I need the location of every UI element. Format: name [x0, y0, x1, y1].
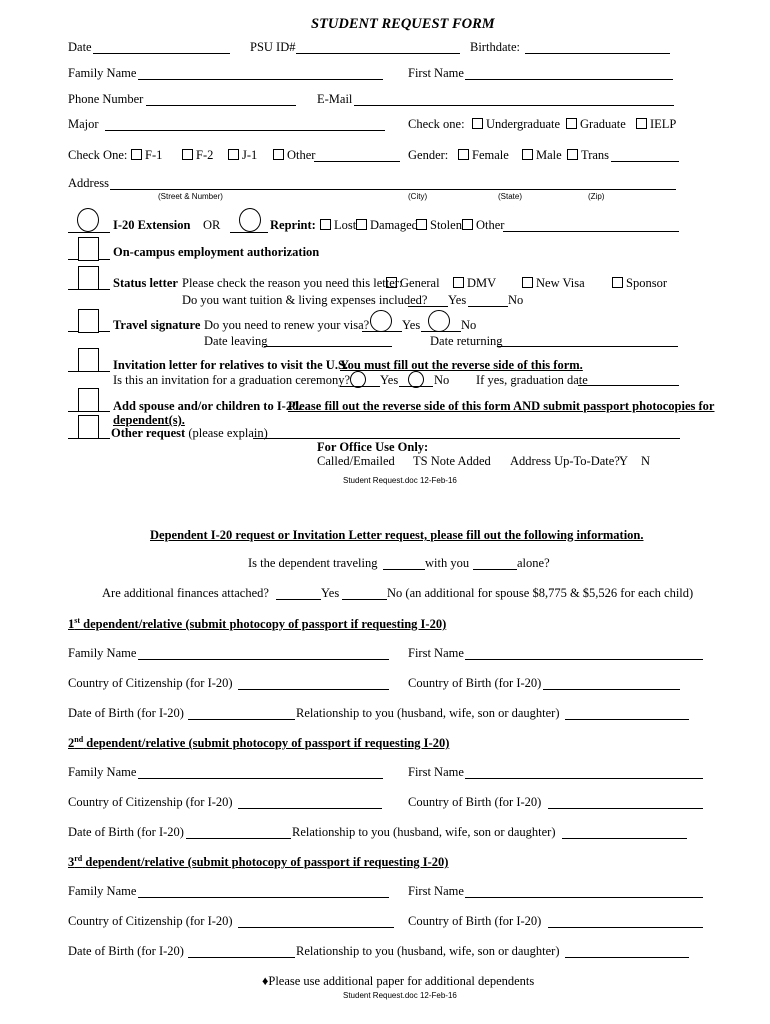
dep2-first-field[interactable] [465, 778, 703, 779]
other-request-label: Other request [111, 426, 186, 440]
option-lost[interactable]: Lost [320, 218, 356, 233]
dep2-relationship-label: Relationship to you (husband, wife, son or daughter) [292, 825, 556, 839]
finances-no-label: No (an additional for spouse $8,775 & $5,526 for each child) [387, 586, 694, 600]
dep3-first-label: First Name [408, 884, 464, 898]
finances-yes-label: Yes [321, 586, 340, 600]
add-spouse-box[interactable] [78, 388, 99, 412]
option-stolen[interactable]: Stolen [416, 218, 462, 233]
option-visa-other[interactable]: Other [273, 148, 315, 163]
checkbox-icon [273, 149, 284, 160]
add-spouse-label: Add spouse and/or children to I-20. [113, 399, 302, 413]
option-sponsor[interactable]: Sponsor [612, 276, 667, 291]
checkbox-icon [458, 149, 469, 160]
with-you-label: with you [425, 556, 470, 570]
tuition-question: Do you want tuition & living expenses included? [182, 293, 428, 307]
graduation-question: Is this an invitation for a graduation ceremony? [113, 373, 351, 387]
office-address-question: Address Up-To-Date? [510, 454, 620, 468]
checkbox-icon [636, 118, 647, 129]
dep1-family-label: Family Name [68, 646, 137, 660]
dep1-birth-country-field[interactable] [543, 689, 680, 690]
dep2-citizenship-field[interactable] [238, 808, 382, 809]
office-n: N [641, 454, 651, 468]
dep3-family-field[interactable] [138, 897, 389, 898]
dep1-birth-country-label: Country of Birth (for I-20) [408, 676, 542, 690]
office-title: For Office Use Only: [317, 440, 429, 454]
checkbox-icon [182, 149, 193, 160]
reprint-blank[interactable] [230, 232, 268, 233]
dep2-birth-country-field[interactable] [548, 808, 703, 809]
status-letter-label: Status letter [113, 276, 178, 290]
first-name-field[interactable] [465, 79, 673, 80]
renew-visa-question: Do you need to renew your visa? [204, 318, 370, 332]
tuition-yes-blank[interactable] [408, 306, 448, 307]
add-spouse-note-cont: dependent(s). [113, 413, 185, 427]
other-request-box[interactable] [78, 415, 99, 439]
checkbox-icon [228, 149, 239, 160]
renew-no-label: No [461, 318, 477, 332]
checkbox-icon [320, 219, 331, 230]
tuition-no-blank[interactable] [468, 306, 508, 307]
dependent-3-heading: 3rd dependent/relative (submit photocopy of passport if requesting I-20) [68, 854, 449, 870]
dep3-birth-country-label: Country of Birth (for I-20) [408, 914, 542, 928]
status-prompt: Please check the reason you need this letter: [182, 276, 403, 290]
option-j1[interactable]: J-1 [228, 148, 257, 163]
other-request-label-wrap [111, 426, 268, 441]
option-undergraduate[interactable]: Undergraduate [472, 117, 560, 132]
office-called: Called/Emailed [317, 454, 395, 468]
dep1-family-field[interactable] [138, 659, 389, 660]
checkbox-icon [356, 219, 367, 230]
phone-label: Phone Number [68, 92, 144, 106]
option-dmv[interactable]: DMV [453, 276, 496, 291]
graduation-no-label: No [434, 373, 450, 387]
checkbox-icon [472, 118, 483, 129]
traveling-question: Is the dependent traveling [248, 556, 378, 570]
address-street-caption: (Street & Number) [158, 192, 223, 201]
checkbox-icon [567, 149, 578, 160]
option-female[interactable]: Female [458, 148, 509, 163]
address-zip-caption: (Zip) [588, 192, 605, 201]
dep3-dob-field[interactable] [188, 957, 295, 958]
option-f2[interactable]: F-2 [182, 148, 213, 163]
dependent-heading: Dependent I-20 request or Invitation Letter request, please fill out the following information. [150, 528, 644, 542]
with-you-blank[interactable] [383, 569, 425, 570]
dep3-family-label: Family Name [68, 884, 137, 898]
oncampus-box[interactable] [78, 237, 99, 261]
option-new-visa[interactable]: New Visa [522, 276, 585, 291]
dep2-family-label: Family Name [68, 765, 137, 779]
dep2-birth-country-label: Country of Birth (for I-20) [408, 795, 542, 809]
dep1-citizenship-field[interactable] [238, 689, 389, 690]
checkbox-icon [612, 277, 623, 288]
date-returning-label: Date returning [430, 334, 503, 348]
office-ts-note: TS Note Added [413, 454, 491, 468]
finances-no-blank[interactable] [342, 599, 387, 600]
renew-yes-circle[interactable] [370, 310, 392, 332]
add-spouse-note: Please fill out the reverse side of this form AND submit passport photocopies for [288, 399, 715, 413]
travel-signature-label: Travel signature [113, 318, 201, 332]
dep2-first-label: First Name [408, 765, 464, 779]
date-returning-field[interactable] [497, 346, 678, 347]
option-f1[interactable]: F-1 [131, 148, 162, 163]
other-request-explain: (please explain) [188, 426, 268, 440]
footer-bottom: Student Request.doc 12-Feb-16 [343, 991, 457, 1000]
date-label: Date [68, 40, 92, 54]
major-label: Major [68, 117, 99, 131]
checkbox-icon [522, 277, 533, 288]
first-name-label: First Name [408, 66, 464, 80]
additional-dependents-note: ♦Please use additional paper for additional dependents [262, 974, 535, 988]
footer-top: Student Request.doc 12-Feb-16 [343, 476, 457, 485]
invitation-label: Invitation letter for relatives to visit the U.S. [113, 358, 349, 372]
dep2-relationship-field[interactable] [562, 838, 687, 839]
address-label: Address [68, 176, 109, 190]
dep3-birth-country-field[interactable] [548, 927, 703, 928]
invitation-note: You must fill out the reverse side of this form. [340, 358, 583, 372]
reprint-label: Reprint: [270, 218, 316, 232]
checkbox-icon [131, 149, 142, 160]
option-ielp[interactable]: IELP [636, 117, 676, 132]
renew-yes-label: Yes [402, 318, 421, 332]
tuition-no-label: No [508, 293, 524, 307]
checkbox-icon [462, 219, 473, 230]
checkbox-icon [453, 277, 464, 288]
dep2-citizenship-label: Country of Citizenship (for I-20) [68, 795, 233, 809]
checkbox-icon [416, 219, 427, 230]
email-label: E-Mail [317, 92, 353, 106]
dep1-relationship-label: Relationship to you (husband, wife, son or daughter) [296, 706, 560, 720]
graduation-yes-label: Yes [380, 373, 399, 387]
date-field[interactable] [93, 53, 230, 54]
date-leaving-label: Date leaving [204, 334, 268, 348]
email-field[interactable] [354, 105, 674, 106]
family-name-field[interactable] [138, 79, 383, 80]
major-field[interactable] [105, 130, 385, 131]
dep2-dob-field[interactable] [186, 838, 291, 839]
status-letter-box[interactable] [78, 266, 99, 290]
option-general[interactable]: General [386, 276, 440, 291]
trans-field[interactable] [611, 161, 679, 162]
graduation-date-field[interactable] [578, 385, 679, 386]
graduation-yes-circle[interactable] [350, 371, 366, 388]
dep2-dob-label: Date of Birth (for I-20) [68, 825, 184, 839]
dep1-first-label: First Name [408, 646, 464, 660]
renew-no-circle[interactable] [428, 310, 450, 332]
i20-extension-circle[interactable] [77, 208, 99, 232]
checkbox-icon [566, 118, 577, 129]
alone-label: alone? [517, 556, 550, 570]
finances-question: Are additional finances attached? [102, 586, 269, 600]
visa-other-field[interactable] [314, 161, 400, 162]
dep1-citizenship-label: Country of Citizenship (for I-20) [68, 676, 233, 690]
dependent-2-heading: 2nd dependent/relative (submit photocopy of passport if requesting I-20) [68, 735, 450, 751]
psu-id-label: PSU ID# [250, 40, 296, 54]
checkbox-icon [386, 277, 397, 288]
dep3-relationship-label: Relationship to you (husband, wife, son or daughter) [296, 944, 560, 958]
office-y: Y [619, 454, 629, 468]
tuition-yes-label: Yes [448, 293, 467, 307]
graduation-date-label: If yes, graduation date [476, 373, 588, 387]
oncampus-label: On-campus employment authorization [113, 245, 320, 259]
form-title: STUDENT REQUEST FORM [311, 16, 495, 32]
dep3-citizenship-label: Country of Citizenship (for I-20) [68, 914, 233, 928]
option-graduate[interactable]: Graduate [566, 117, 626, 132]
option-damaged[interactable]: Damaged [356, 218, 418, 233]
dep3-dob-label: Date of Birth (for I-20) [68, 944, 184, 958]
dep3-relationship-field[interactable] [565, 957, 689, 958]
reprint-other-field[interactable] [503, 231, 679, 232]
checkbox-icon [522, 149, 533, 160]
visa-check-label: Check One: [68, 148, 128, 162]
dep1-relationship-field[interactable] [565, 719, 689, 720]
phone-field[interactable] [146, 105, 296, 106]
dep1-dob-label: Date of Birth (for I-20) [68, 706, 184, 720]
check-one-label: Check one: [408, 117, 465, 131]
psu-id-field[interactable] [296, 53, 460, 54]
dep2-family-field[interactable] [138, 778, 383, 779]
address-field[interactable] [110, 189, 676, 190]
dep3-first-field[interactable] [465, 897, 703, 898]
dependent-1-heading: 1st dependent/relative (submit photocopy of passport if requesting I-20) [68, 616, 447, 632]
dep1-first-field[interactable] [465, 659, 703, 660]
option-reprint-other[interactable]: Other [462, 218, 504, 233]
reprint-circle[interactable] [239, 208, 261, 232]
address-city-caption: (City) [408, 192, 428, 201]
i20-extension-blank[interactable] [68, 232, 110, 233]
other-request-field[interactable] [253, 438, 680, 439]
i20-extension-label: I-20 Extension [113, 218, 191, 232]
address-state-caption: (State) [498, 192, 523, 201]
gender-label: Gender: [408, 148, 449, 162]
or-label: OR [203, 218, 221, 232]
family-name-label: Family Name [68, 66, 137, 80]
invitation-box[interactable] [78, 348, 99, 372]
finances-yes-blank[interactable] [276, 599, 321, 600]
option-trans[interactable]: Trans [567, 148, 609, 163]
alone-blank[interactable] [473, 569, 517, 570]
option-male[interactable]: Male [522, 148, 562, 163]
birthdate-field[interactable] [525, 53, 670, 54]
travel-box[interactable] [78, 309, 99, 333]
dep1-dob-field[interactable] [188, 719, 295, 720]
date-leaving-field[interactable] [264, 346, 392, 347]
birthdate-label: Birthdate: [470, 40, 520, 54]
dep3-citizenship-field[interactable] [238, 927, 394, 928]
graduation-no-circle[interactable] [408, 371, 424, 388]
